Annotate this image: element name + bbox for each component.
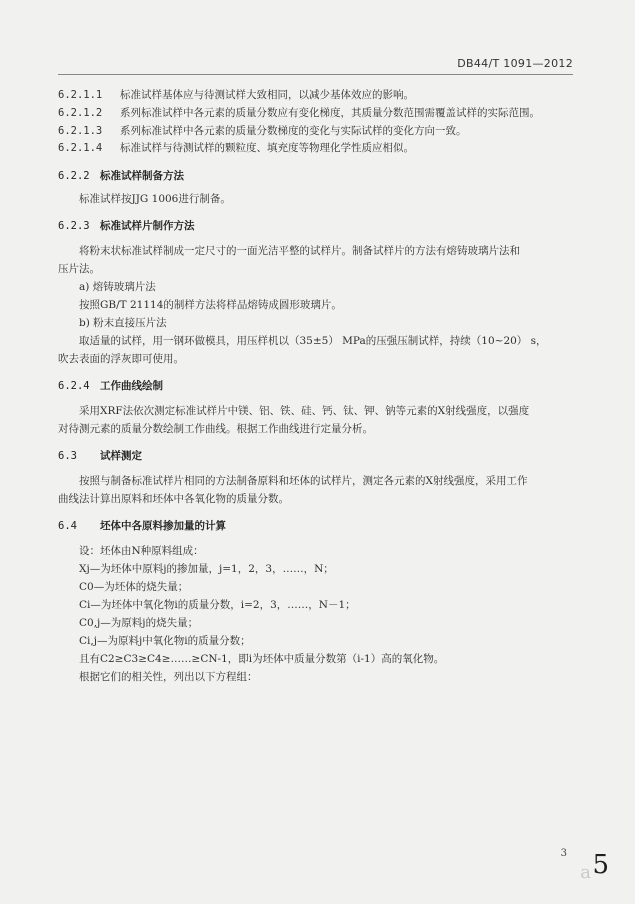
paragraph-line: 按照与制备标准试样片相同的方法制备原料和坯体的试样片，测定各元素的X射线强度，采用工作: [79, 475, 528, 487]
section-heading-6-2-3: [58, 218, 195, 233]
definition-line: Ci—为坯体中氧化物i的质量分数，i=2，3，……，N－1；: [79, 599, 356, 611]
section-number: 6.3: [58, 450, 77, 462]
header-rule: [58, 74, 573, 75]
section-title: 标准试样制备方法: [100, 170, 184, 182]
paragraph-line: 吹去表面的浮灰即可使用。: [58, 353, 184, 365]
section-number: 6.2.3: [58, 220, 90, 232]
section-title: 工作曲线绘制: [100, 380, 163, 392]
list-item-label: b) 粉末直接压片法: [79, 317, 167, 329]
clause-text: 标准试样基体应与待测试样大致相同，以减少基体效应的影响。: [120, 89, 414, 101]
paragraph-line: 压片法。: [58, 263, 100, 275]
paragraph-line: 对待测元素的质量分数绘制工作曲线。根据工作曲线进行定量分析。: [58, 423, 373, 435]
paragraph-line: 曲线法计算出原料和坯体中各氧化物的质量分数。: [58, 493, 289, 505]
section-number: 6.2.4: [58, 380, 90, 392]
definition-line: 且有C2≥C3≥C4≥……≥CN-1，即i为坯体中质量分数第（i-1）高的氧化物。: [79, 653, 445, 665]
list-item-label: a) 熔铸玻璃片法: [79, 281, 156, 293]
definition-line: C0—为坯体的烧失量；: [79, 581, 189, 593]
section-title: 标准试样片制作方法: [100, 220, 195, 232]
section-heading-6-4: [58, 518, 226, 533]
stamped-page-number: 5: [592, 850, 609, 880]
clause-text: 系列标准试样中各元素的质量分数梯度的变化与实际试样的变化方向一致。: [120, 125, 467, 137]
definition-line: Xj—为坯体中原料j的掺加量，j=1，2，3，……，N；: [79, 563, 334, 575]
clause-number: 6.2.1.1: [58, 89, 103, 101]
clause-number: 6.2.1.4: [58, 142, 103, 154]
definition-line: 设：坯体由N种原料组成：: [79, 545, 204, 557]
paragraph-line: 采用XRF法依次测定标准试样片中镁、铝、铁、硅、钙、钛、钾、钠等元素的X射线强度，以强度: [79, 405, 530, 417]
definition-line: 根据它们的相关性，列出以下方程组：: [79, 671, 258, 683]
clause-number: 6.2.1.2: [58, 107, 103, 119]
clause-text: 标准试样与待测试样的颗粒度、填充度等物理化学性质应相似。: [120, 142, 414, 154]
paragraph-line: 取适量的试样，用一钢环做模具，用压样机以（35±5） MPa的压强压制试样，持续（10~20） s，: [79, 335, 547, 347]
section-heading-6-2-4: [58, 378, 163, 393]
section-number: 6.4: [58, 520, 77, 532]
definition-line: Ci,j—为原料j中氧化物i的质量分数；: [79, 635, 251, 647]
clause-6-2-1-2: [58, 106, 540, 120]
paragraph-line: 按照GB/T 21114的制样方法将样品熔铸成圆形玻璃片。: [79, 299, 342, 311]
paragraph: 标准试样按JJG 1006进行制备。: [79, 193, 231, 205]
clause-6-2-1-4: [58, 141, 414, 155]
section-title: 坯体中各原料掺加量的计算: [100, 520, 226, 532]
page-number: 3: [560, 848, 567, 859]
section-title: 试样测定: [100, 450, 142, 462]
clause-number: 6.2.1.3: [58, 125, 103, 137]
clause-text: 系列标准试样中各元素的质量分数应有变化梯度，其质量分数范围需覆盖试样的实际范围。: [120, 107, 540, 119]
clause-6-2-1-3: [58, 124, 467, 138]
paragraph-line: 将粉末状标准试样制成一定尺寸的一面光洁平整的试样片。制备试样片的方法有熔铸玻璃片法和: [79, 245, 520, 257]
clause-6-2-1-1: [58, 88, 414, 102]
document-code: DB44/T 1091—2012: [457, 57, 573, 70]
section-heading-6-2-2: [58, 168, 184, 183]
definition-line: C0,j—为原料j的烧失量；: [79, 617, 199, 629]
bleed-through-mark: a: [580, 862, 591, 883]
section-number: 6.2.2: [58, 170, 90, 182]
section-heading-6-3: [58, 448, 142, 463]
